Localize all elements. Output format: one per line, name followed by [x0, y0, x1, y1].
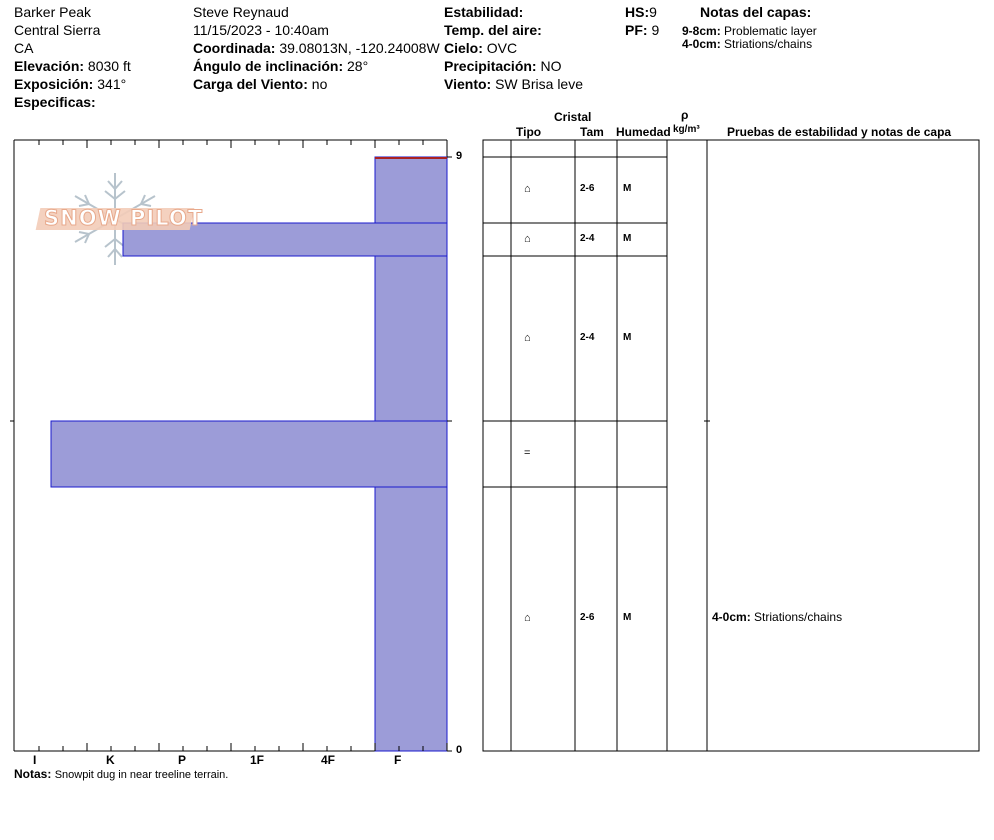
coordinates-label: Coordinada:	[193, 40, 276, 56]
observer: Steve Reynaud	[193, 4, 289, 20]
snowpilot-logo: SNOW PILOT	[44, 206, 204, 230]
specifics-label: Especificas:	[14, 94, 96, 110]
y-tick-label-top: 9	[456, 150, 463, 162]
header-tam: Tam	[580, 125, 604, 139]
header-humedad: Humedad	[616, 125, 671, 139]
windload-label: Carga del Viento:	[193, 76, 308, 92]
hardness-bar	[51, 421, 447, 487]
wind-value: SW Brisa leve	[495, 76, 584, 92]
crystal-size-cell: 2-4	[580, 232, 595, 244]
hardness-bar	[375, 487, 447, 751]
x-tick-label: 1F	[250, 753, 265, 767]
datetime: 11/15/2023 - 10:40am	[193, 22, 329, 38]
windload-value: no	[311, 76, 328, 92]
crystal-size-cell: 2-4	[580, 331, 595, 343]
x-tick-label: K	[106, 753, 115, 767]
layer-test-note-range: 4-0cm:	[712, 610, 755, 624]
crystal-size-cell: 2-6	[580, 183, 595, 194]
aspect-value: 341°	[97, 76, 127, 92]
x-tick-label: 4F	[321, 753, 336, 767]
sky-value: OVC	[486, 40, 518, 56]
coordinates-value: 39.08013N, -120.24008W	[279, 40, 440, 56]
layer-note-range: 4-0cm:	[682, 37, 721, 51]
precip-value: NO	[540, 58, 562, 74]
slope-label: Ángulo de inclinación:	[193, 58, 344, 74]
aspect-label: Exposición:	[14, 76, 94, 92]
y-tick-label-bottom: 0	[456, 744, 463, 756]
wind-label: Viento:	[444, 76, 492, 92]
location-name: Barker Peak	[14, 4, 92, 20]
slope-value: 28°	[347, 58, 369, 74]
moisture-cell: M	[623, 232, 632, 244]
header-tests: Pruebas de estabilidad y notas de capa	[727, 125, 952, 139]
hardness-bar	[375, 256, 447, 421]
elevation-value: 8030 ft	[87, 58, 131, 74]
state: CA	[14, 40, 34, 56]
notes-text: Snowpit dug in near treeline terrain.	[54, 769, 229, 781]
moisture-cell: M	[623, 612, 632, 623]
hardness-bar	[375, 157, 447, 223]
mountain-range: Central Sierra	[14, 22, 101, 38]
header-tipo: Tipo	[516, 125, 542, 139]
hs-value: 9	[649, 4, 657, 20]
header-rho: ρ	[681, 108, 689, 122]
x-tick-label: I	[33, 753, 37, 767]
crystal-type-cell: ⌂	[524, 232, 531, 245]
sky-label: Cielo:	[444, 40, 483, 56]
elevation-label: Elevación:	[14, 58, 85, 74]
moisture-cell: M	[623, 331, 632, 343]
x-tick-label: F	[394, 753, 402, 767]
pf-value: 9	[651, 22, 660, 38]
notes	[14, 767, 228, 781]
precip-label: Precipitación:	[444, 58, 537, 74]
layer-test-note-text: Striations/chains	[754, 610, 843, 624]
layer-notes-title: Notas del capas:	[700, 4, 812, 20]
layer-note-text: Striations/chains	[724, 37, 813, 51]
header-cristal: Cristal	[554, 110, 592, 124]
crystal-type-cell: ⌂	[524, 331, 531, 344]
header-density-unit: kg/m³	[673, 124, 700, 135]
layer-note-text: Problematic layer	[724, 24, 817, 38]
layer-note-range: 9-8cm:	[682, 24, 721, 38]
crystal-type-cell: ⌂	[524, 183, 531, 195]
pf-label: PF:	[625, 22, 648, 38]
airtemp-label: Temp. del aire:	[444, 22, 542, 38]
x-tick-label: P	[178, 753, 187, 767]
hs-label: HS:	[625, 4, 650, 20]
crystal-type-cell: ⌂	[524, 612, 531, 624]
crystal-size-cell: 2-6	[580, 612, 595, 623]
stability-label: Estabilidad:	[444, 4, 524, 20]
notes-label: Notas:	[14, 767, 52, 781]
table-border	[483, 140, 979, 751]
crystal-type-cell: =	[524, 447, 531, 459]
moisture-cell: M	[623, 183, 632, 194]
layer-test-note	[712, 610, 842, 624]
